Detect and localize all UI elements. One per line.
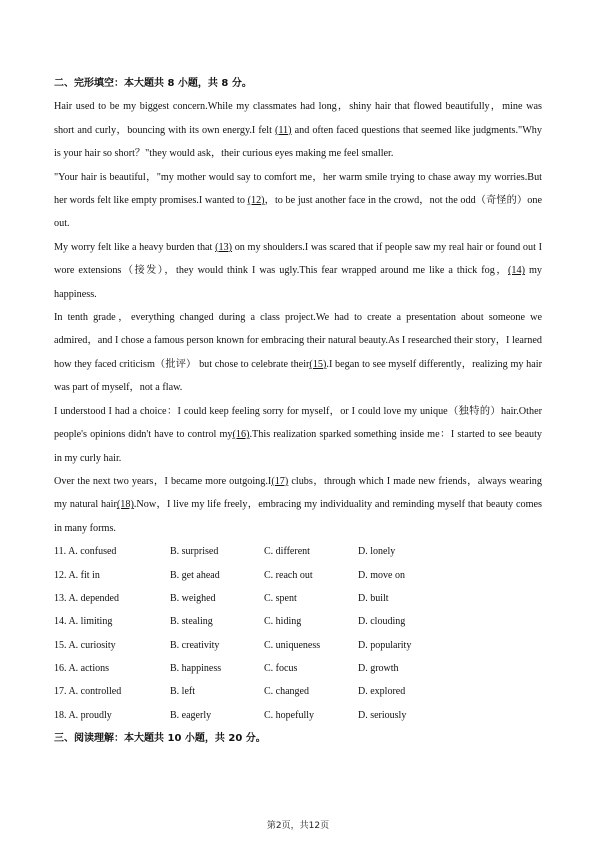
question-option-a: 14. A. limiting: [54, 616, 113, 628]
passage-paragraph: [54, 95, 542, 165]
passage-paragraph: [54, 470, 542, 540]
question-option: C. focus: [264, 663, 298, 675]
cloze-passage: [54, 95, 542, 540]
passage-text: In tenth grade，everything changed during a class project.We had to create a presentation about someone we admired，and I chose a famous person known for embracing their natural beauty.As I researched their story，I learned how they faced criticism（批评） but chose to celebrate their: [54, 312, 542, 370]
question-options-row: [54, 657, 542, 680]
cloze-blank: (11): [274, 124, 292, 136]
passage-paragraph: [54, 166, 542, 236]
passage-text: and often faced questions that seemed like judgments."Why is your hair so short？"they would ask，their curious eyes making me feel smaller.: [54, 124, 542, 160]
question-option-a: 13. A. depended: [54, 592, 119, 604]
question-option: B. weighed: [170, 592, 216, 604]
question-option: B. creativity: [170, 639, 220, 651]
question-option: D. explored: [358, 686, 406, 698]
passage-paragraph: [54, 306, 542, 400]
question-option: B. surprised: [170, 546, 219, 558]
question-options-row: [54, 704, 542, 727]
cloze-blank: (16): [232, 429, 250, 441]
question-option: D. clouding: [358, 616, 406, 628]
question-option: B. get ahead: [170, 569, 220, 581]
passage-paragraph: [54, 400, 542, 470]
question-option: C. reach out: [264, 569, 313, 581]
question-option-a: 12. A. fit in: [54, 569, 100, 581]
question-options-row: [54, 564, 542, 587]
cloze-blank: (12): [247, 195, 265, 207]
passage-text: my happiness.: [54, 265, 542, 300]
question-options-row: [54, 680, 542, 703]
question-options-row: [54, 610, 542, 633]
passage-text: Over the next two years，I became more outgoing.I: [54, 475, 272, 487]
question-option: D. lonely: [358, 546, 396, 558]
cloze-section-title: 二、完形填空：本大题共 8 小题，共 8 分。: [54, 78, 252, 89]
question-options-row: [54, 587, 542, 610]
passage-text: .I began to see myself differently，realizing my hair was part of myself，not a flaw.: [54, 358, 542, 394]
question-option-a: 17. A. controlled: [54, 686, 122, 698]
question-option-a: 16. A. actions: [54, 663, 109, 675]
cloze-blank: (13): [215, 241, 233, 253]
question-option: D. growth: [358, 663, 399, 675]
reading-section-title: 三、阅读理解：本大题共 10 小题，共 20 分。: [54, 733, 266, 745]
question-options-row: [54, 540, 542, 563]
question-option-a: 11. A. confused: [54, 546, 117, 558]
passage-text: I understood I had a choice：I could keep feeling sorry for myself，or I could love my unique（独特的）hair.Other people's opinions didn't have to control my: [54, 405, 542, 441]
question-option: B. happiness: [170, 663, 222, 675]
question-option-a: 15. A. curiosity: [54, 639, 116, 651]
question-option: D. move on: [358, 569, 405, 581]
passage-text: Hair used to be my biggest concern.While my classmates had long，shiny hair that flowed beautifully，mine was short and curly，bouncing with its own energy.I felt: [54, 101, 542, 136]
passage-text: My worry felt like a heavy burden that: [54, 241, 216, 253]
passage-text: .This realization sparked something inside me：I started to see beauty in my curly hair.: [54, 429, 542, 464]
question-option: C. hopefully: [264, 709, 314, 721]
question-option: B. left: [170, 686, 195, 698]
question-option: C. hiding: [264, 616, 302, 628]
question-option: D. built: [358, 592, 389, 604]
question-option: C. uniqueness: [264, 639, 321, 651]
cloze-options-list: [54, 540, 542, 727]
question-option: B. eagerly: [170, 709, 212, 721]
question-option: D. seriously: [358, 709, 407, 721]
question-option: D. popularity: [358, 639, 412, 651]
page-footer: 第2页，共12页: [266, 821, 330, 831]
passage-paragraph: [54, 236, 542, 306]
cloze-blank: (14): [507, 265, 525, 277]
question-options-row: [54, 634, 542, 657]
question-option: C. different: [264, 546, 310, 558]
document-page: [54, 72, 542, 751]
passage-text: ，to be just another face in the crowd，not the odd（奇怪的）one out.: [54, 195, 542, 230]
question-option: C. spent: [264, 592, 297, 604]
question-option-a: 18. A. proudly: [54, 709, 112, 721]
question-option: B. stealing: [170, 616, 213, 628]
cloze-blank: (18): [116, 499, 134, 511]
passage-text: .Now，I live my life freely，embracing my individuality and reminding myself that beauty comes in many forms.: [54, 499, 542, 534]
question-option: C. changed: [264, 686, 309, 698]
passage-text: on my shoulders.I was scared that if people saw my real hair or found out I wore extensions（接发），they would think I was ugly.This fear wrapped around me like a thick fog，: [54, 241, 542, 277]
passage-text: "Your hair is beautiful，"my mother would say to comfort me，her warm smile trying to chase away my worries.But her words felt like empty promises.I wanted to: [54, 171, 542, 207]
cloze-blank: (17): [271, 475, 289, 487]
passage-text: clubs，through which I made new friends，always wearing my natural hair: [54, 475, 542, 511]
cloze-blank: (15): [309, 358, 327, 370]
